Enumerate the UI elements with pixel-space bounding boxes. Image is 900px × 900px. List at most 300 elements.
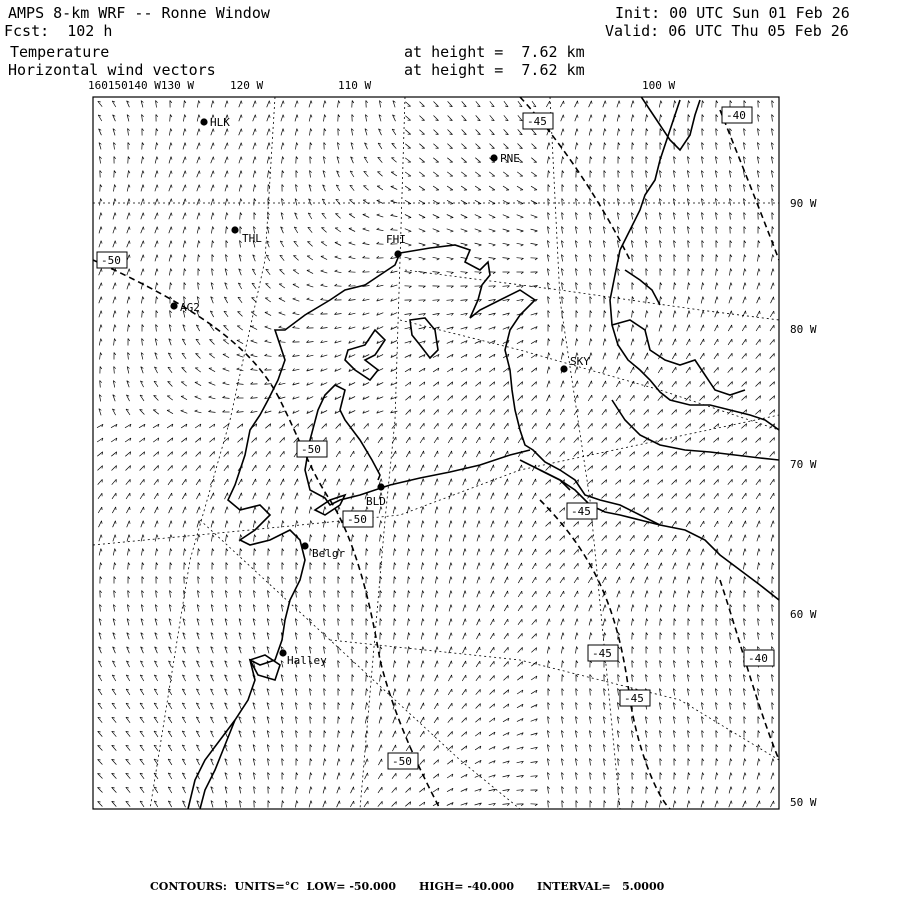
wind-vector-head: [451, 633, 452, 636]
wind-vector-head: [157, 255, 158, 258]
wind-vector: [435, 507, 437, 514]
wind-vector: [490, 396, 495, 401]
wind-vector: [505, 521, 508, 528]
wind-vector: [364, 423, 369, 428]
wind-vector-head: [185, 227, 186, 230]
wind-vector-head: [703, 549, 704, 552]
wind-vector: [281, 493, 283, 500]
wind-vector-head: [115, 227, 116, 230]
wind-vector: [770, 311, 774, 317]
wind-vector: [646, 297, 647, 304]
wind-vector: [658, 535, 662, 541]
wind-vector: [701, 577, 702, 584]
wind-vector-head: [307, 270, 310, 271]
wind-vector-head: [380, 675, 382, 678]
wind-vector: [279, 298, 285, 301]
wind-vector-head: [760, 507, 761, 510]
wind-vector: [127, 549, 128, 556]
wind-vector: [547, 395, 550, 401]
wind-vector-head: [321, 270, 324, 271]
wind-vector-head: [307, 284, 310, 285]
wind-vector: [742, 507, 745, 513]
wind-vector: [630, 549, 634, 555]
forecast-hour: Fcst: 102 h: [4, 22, 113, 40]
wind-vector: [603, 339, 605, 346]
wind-vector: [588, 409, 592, 415]
wind-vector: [463, 577, 465, 584]
wind-vector: [352, 535, 353, 542]
wind-vector-head: [773, 773, 774, 776]
wind-vector: [589, 619, 591, 626]
wind-vector: [338, 101, 339, 108]
wind-vector-head: [661, 563, 662, 566]
wind-vector-head: [157, 171, 158, 174]
wind-vector-head: [255, 101, 256, 104]
wind-vector-head: [563, 619, 564, 622]
wind-vector: [406, 731, 409, 737]
wind-vector: [141, 269, 143, 276]
wind-vector: [603, 353, 605, 360]
wind-vector: [546, 605, 549, 611]
wind-vector: [517, 215, 524, 218]
wind-vector: [518, 409, 522, 414]
top-axis-label: 110 W: [338, 79, 372, 92]
wind-vector: [405, 215, 411, 218]
wind-vector-head: [522, 549, 523, 552]
wind-vector: [686, 493, 691, 498]
wind-vector-head: [311, 801, 312, 804]
wind-vector-head: [368, 465, 369, 468]
wind-vector: [142, 311, 143, 318]
wind-vector: [141, 171, 143, 178]
wind-vector: [702, 591, 703, 598]
wind-vector: [758, 745, 759, 752]
wind-vector: [574, 395, 577, 401]
wind-vector-head: [704, 535, 705, 538]
wind-vector-head: [366, 535, 368, 538]
wind-vector: [183, 199, 185, 206]
wind-vector: [604, 325, 605, 332]
wind-vector: [574, 577, 578, 583]
wind-vector-head: [255, 129, 256, 132]
wind-vector: [99, 535, 101, 542]
wind-vector: [687, 297, 688, 304]
wind-vector: [237, 355, 244, 357]
wind-vector: [113, 227, 115, 234]
wind-vector: [408, 605, 409, 612]
wind-vector-head: [311, 521, 312, 524]
wind-vector-head: [171, 507, 172, 510]
wind-vector-head: [256, 438, 257, 441]
wind-vector: [421, 535, 422, 542]
wind-vector-head: [451, 563, 452, 566]
wind-vector: [169, 185, 171, 192]
wind-vector: [644, 549, 648, 555]
wind-vector-head: [325, 773, 326, 776]
wind-vector: [140, 479, 144, 485]
wind-vector: [225, 143, 228, 150]
wind-vector-head: [335, 242, 338, 243]
wind-vector: [770, 368, 775, 373]
wind-vector-head: [493, 479, 494, 482]
wind-vector: [714, 507, 718, 513]
wind-vector: [407, 465, 410, 471]
wind-vector: [547, 619, 550, 625]
wind-vector-head: [377, 214, 380, 215]
wind-vector: [646, 801, 647, 808]
wind-vector-head: [689, 591, 690, 594]
wind-vector-head: [210, 340, 213, 341]
wind-vector: [477, 549, 479, 556]
wind-vector: [141, 241, 144, 248]
wind-vector: [406, 409, 411, 414]
wind-vector: [616, 381, 619, 387]
wind-vector: [728, 367, 733, 372]
wind-vector-head: [200, 493, 201, 496]
wind-vector: [603, 129, 604, 136]
wind-vector-head: [465, 633, 466, 636]
wind-vector: [253, 493, 256, 499]
wind-vector: [672, 367, 676, 373]
wind-vector: [225, 171, 227, 178]
wind-vector: [742, 382, 747, 387]
wind-vector-head: [632, 311, 634, 314]
wind-vector: [463, 591, 465, 598]
wind-vector-head: [563, 129, 564, 132]
wind-vector-head: [591, 353, 592, 356]
wind-vector-head: [101, 297, 102, 300]
wind-vector-head: [297, 115, 298, 118]
wind-vector: [251, 326, 257, 329]
wind-vector-head: [157, 549, 158, 552]
wind-vector-head: [661, 325, 662, 328]
wind-vector-head: [195, 410, 198, 411]
wind-vector-head: [283, 115, 284, 118]
wind-vector-head: [576, 157, 578, 160]
wind-vector-head: [773, 759, 774, 762]
wind-vector: [532, 437, 536, 443]
wind-vector: [351, 493, 353, 500]
wind-vector: [505, 507, 508, 513]
wind-vector: [644, 535, 648, 541]
wind-vector-head: [479, 507, 480, 510]
wind-vector: [435, 521, 437, 528]
wind-vector-head: [282, 535, 284, 538]
wind-vector: [281, 115, 283, 122]
wind-vector: [421, 689, 424, 695]
wind-vector: [546, 466, 551, 471]
wind-vector: [279, 327, 286, 328]
wind-vector: [688, 605, 689, 612]
wind-vector: [756, 493, 760, 499]
wind-vector: [477, 535, 479, 542]
wind-vector-head: [773, 255, 774, 258]
wind-vector: [365, 465, 368, 471]
wind-vector: [687, 577, 689, 584]
wind-vector: [253, 143, 255, 150]
wind-vector: [658, 507, 663, 512]
wind-vector: [408, 549, 409, 556]
wind-vector: [240, 213, 241, 220]
wind-vector-head: [366, 689, 368, 692]
wind-vector-head: [647, 577, 648, 580]
wind-vector: [295, 129, 297, 136]
wind-vector: [379, 731, 381, 738]
wind-vector-head: [268, 535, 270, 538]
wind-vector: [742, 367, 747, 372]
wind-vector-head: [227, 143, 228, 146]
wind-vector: [505, 479, 508, 485]
wind-vector-head: [115, 549, 116, 552]
wind-vector: [197, 213, 199, 220]
wind-vector: [420, 423, 424, 429]
wind-vector: [729, 297, 731, 304]
wind-vector: [196, 479, 200, 485]
wind-vector: [602, 423, 606, 428]
wind-vector-head: [619, 325, 620, 328]
wind-vector: [293, 270, 299, 274]
wind-vector-head: [381, 745, 382, 748]
wind-vector: [435, 591, 436, 598]
wind-vector-head: [199, 241, 200, 244]
wind-vector-head: [578, 591, 579, 594]
wind-vector: [714, 367, 718, 372]
wind-vector: [617, 115, 619, 122]
wind-vector-head: [409, 661, 410, 664]
wind-vector-head: [521, 507, 522, 510]
wind-vector-head: [438, 760, 439, 763]
wind-vector: [700, 493, 704, 498]
wind-vector: [295, 507, 297, 514]
wind-vector: [475, 258, 482, 259]
wind-vector: [575, 115, 577, 122]
wind-vector-head: [353, 507, 354, 510]
wind-vector-head: [451, 647, 452, 650]
wind-vector-head: [746, 396, 747, 399]
wind-vector: [490, 144, 495, 149]
wind-vector: [169, 171, 171, 178]
wind-vector-head: [661, 101, 662, 104]
wind-vector-head: [424, 451, 425, 454]
wind-vector: [211, 507, 213, 514]
wind-vector: [141, 297, 142, 304]
wind-vector-head: [451, 507, 452, 510]
wind-vector: [728, 339, 732, 345]
wind-vector: [546, 409, 549, 415]
wind-vector: [293, 313, 300, 314]
wind-vector: [377, 229, 384, 230]
wind-vector: [433, 257, 440, 258]
wind-vector-head: [298, 479, 299, 482]
wind-vector-head: [577, 605, 578, 608]
wind-vector: [588, 549, 592, 554]
wind-vector: [603, 367, 606, 373]
wind-vector-head: [464, 231, 467, 232]
wind-vector-head: [115, 297, 116, 300]
wind-vector: [770, 465, 774, 470]
wind-vector: [392, 802, 397, 807]
wind-vector: [408, 591, 409, 598]
wind-vector-head: [157, 535, 158, 538]
wind-vector: [589, 115, 591, 122]
wind-vector: [169, 269, 170, 276]
wind-vector-head: [507, 258, 510, 260]
wind-vector: [700, 339, 703, 345]
wind-vector: [449, 577, 451, 584]
wind-vector: [435, 549, 436, 556]
wind-vector: [407, 535, 408, 542]
wind-vector: [504, 437, 508, 443]
wind-vector: [155, 535, 157, 542]
wind-vector: [239, 171, 241, 178]
wind-vector-head: [549, 395, 550, 398]
wind-vector-head: [227, 535, 228, 538]
wind-vector-head: [563, 647, 564, 650]
wind-vector-head: [549, 367, 550, 370]
wind-vector: [100, 199, 101, 206]
wind-vector: [477, 479, 480, 485]
wind-vector: [463, 493, 465, 500]
wind-vector: [449, 465, 452, 471]
wind-vector-head: [646, 619, 648, 622]
wind-vector: [324, 745, 325, 752]
wind-vector-head: [494, 605, 495, 608]
wind-vector: [421, 507, 423, 514]
wind-vector-head: [423, 465, 424, 468]
wind-vector-head: [381, 521, 382, 524]
wind-vector-head: [395, 493, 396, 496]
wind-vector: [660, 297, 661, 304]
wind-vector: [449, 605, 451, 612]
wind-vector: [519, 549, 522, 555]
wind-vector-head: [772, 563, 774, 566]
wind-vector: [504, 647, 508, 653]
wind-vector: [169, 227, 171, 234]
wind-vector: [475, 229, 482, 231]
wind-vector-head: [185, 143, 186, 146]
wind-vector: [463, 605, 465, 612]
wind-vector: [209, 412, 216, 413]
wind-vector-head: [157, 185, 158, 188]
wind-vector: [393, 675, 394, 682]
wind-vector: [660, 115, 661, 122]
wind-vector: [225, 129, 227, 136]
wind-vector: [491, 605, 494, 611]
wind-vector-head: [478, 217, 481, 218]
wind-vector: [503, 229, 510, 231]
wind-vector-head: [605, 101, 606, 104]
wind-vector: [169, 199, 172, 206]
wind-vector: [546, 577, 550, 583]
wind-vector-head: [646, 801, 648, 804]
wind-vector-head: [507, 563, 508, 566]
wind-vector: [155, 199, 157, 206]
wind-vector-head: [115, 535, 116, 538]
wind-vector: [336, 437, 340, 443]
wind-vector: [364, 801, 368, 807]
wind-vector: [154, 465, 159, 470]
wind-vector: [98, 507, 102, 513]
wind-vector-head: [478, 231, 481, 232]
wind-vector: [253, 101, 255, 108]
wind-vector: [307, 270, 313, 273]
wind-vector-head: [675, 577, 676, 580]
wind-vector: [225, 157, 227, 164]
wind-vector-head: [494, 690, 495, 693]
wind-vector-head: [209, 410, 212, 412]
wind-vector: [771, 535, 773, 542]
wind-vector: [435, 633, 437, 640]
wind-vector: [771, 549, 772, 556]
wind-vector: [659, 311, 660, 318]
wind-vector: [293, 284, 299, 287]
wind-vector: [756, 465, 761, 470]
wind-vector: [547, 143, 549, 150]
wind-vector-head: [143, 521, 144, 524]
wind-vector-head: [381, 689, 382, 692]
wind-vector-head: [731, 773, 732, 776]
wind-vector: [589, 591, 592, 597]
wind-vector-head: [199, 521, 200, 524]
wind-vector: [211, 227, 212, 234]
wind-vector: [504, 661, 509, 666]
wind-vector: [630, 563, 633, 569]
wind-vector: [422, 591, 423, 598]
wind-vector-head: [255, 185, 256, 188]
wind-vector: [351, 787, 354, 793]
wind-vector: [407, 703, 409, 710]
wind-vector: [113, 213, 115, 220]
wind-vector: [644, 395, 648, 401]
wind-vector-head: [465, 493, 466, 496]
wind-vector: [239, 129, 242, 136]
wind-vector-head: [618, 633, 620, 636]
wind-vector-head: [577, 143, 578, 146]
wind-vector: [644, 424, 649, 429]
wind-vector: [448, 703, 452, 709]
wind-vector: [421, 493, 423, 500]
wind-vector-head: [409, 273, 412, 274]
wind-vector-head: [408, 231, 411, 232]
wind-vector: [531, 172, 537, 176]
wind-vector-head: [409, 549, 410, 552]
wind-vector: [113, 297, 115, 304]
wind-vector-head: [535, 245, 538, 246]
wind-vector: [336, 465, 339, 471]
wind-vector: [211, 101, 213, 108]
wind-vector-head: [395, 479, 396, 482]
wind-vector: [394, 535, 395, 542]
wind-vector-head: [620, 452, 621, 455]
wind-vector-head: [368, 773, 369, 776]
wind-vector-head: [591, 129, 592, 132]
wind-vector-head: [577, 381, 578, 384]
wind-vector: [184, 269, 185, 276]
wind-vector: [631, 115, 632, 122]
wind-vector: [210, 451, 215, 456]
wind-vector-head: [536, 521, 537, 524]
wind-vector: [630, 395, 634, 401]
wind-vector-head: [423, 549, 424, 552]
wind-vector: [674, 283, 675, 290]
wind-vector-head: [634, 494, 635, 497]
wind-vector: [421, 661, 423, 668]
wind-vector: [197, 101, 198, 108]
wind-vector: [546, 451, 551, 456]
wind-vector: [391, 215, 398, 216]
wind-vector: [349, 229, 355, 232]
wind-vector-head: [101, 549, 102, 552]
